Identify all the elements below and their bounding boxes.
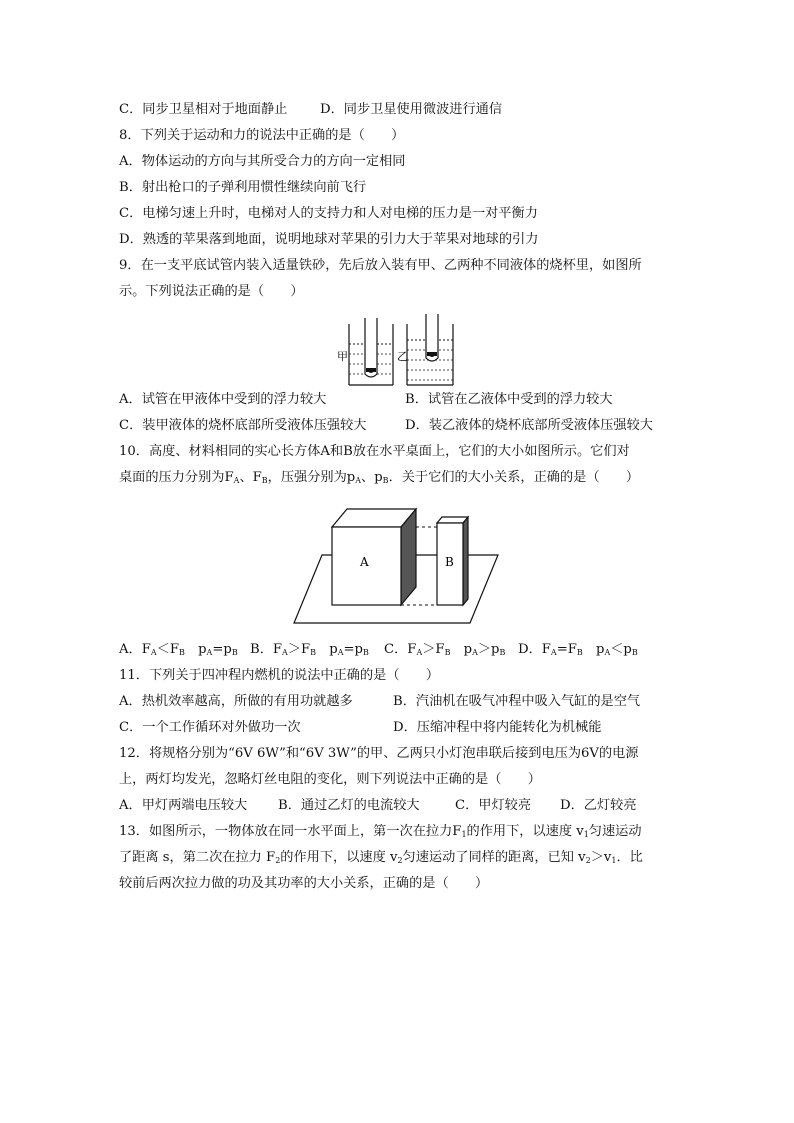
q10-stem-line1: 10．高度、材料相同的实心长方体A和B放在水平桌面上，它们的大小如图所示。它们对 xyxy=(119,444,630,459)
beaker-yi xyxy=(407,314,453,385)
q13-stem-line2: 了距离 s，第二次在拉力 $F_2$的作用下，以速度 $v_2$匀速运动了同样的距离，已知 $v_2>v_1$．比 xyxy=(119,850,643,865)
q7-option-c: C．同步卫星相对于地面静止 xyxy=(119,102,288,117)
block-a xyxy=(332,509,416,605)
q9-option-b: B．试管在乙液体中受到的浮力较大 xyxy=(405,392,613,407)
q11-option-a: A．热机效率越高，所做的有用功就越多 xyxy=(119,694,353,709)
q9-option-d: D．装乙液体的烧杯底部所受液体压强较大 xyxy=(405,418,653,433)
q10-option-d: D．$F_A=F_B$ $p_A<p_B$ xyxy=(518,642,638,657)
fig-label-a: A xyxy=(360,555,369,569)
q8-option-c: C．电梯匀速上升时，电梯对人的支持力和人对电梯的压力是一对平衡力 xyxy=(119,206,538,221)
q8-option-a: A．物体运动的方向与其所受合力的方向一定相同 xyxy=(119,154,406,169)
q10-figure-blocks xyxy=(292,505,504,629)
q13-stem-line1: 13．如图所示，一物体放在同一水平面上，第一次在拉力$F_1$的作用下，以速度 $v_1$匀速运动 xyxy=(119,824,642,839)
fig-label-b: B xyxy=(445,555,454,569)
q12-option-d: D．乙灯较亮 xyxy=(560,798,637,813)
q12-option-b: B．通过乙灯的电流较大 xyxy=(278,798,420,813)
q9-stem-line2: 示。下列说法正确的是（ ） xyxy=(119,284,304,299)
beaker-jia xyxy=(349,318,393,385)
q11-stem: 11．下列关于四冲程内燃机的说法中正确的是（ ） xyxy=(119,668,440,683)
q11-option-b: B．汽油机在吸气冲程中吸入气缸的是空气 xyxy=(393,694,641,709)
q13-stem-line3: 较前后两次拉力做的功及其功率的大小关系，正确的是（ ） xyxy=(119,876,489,891)
q12-option-c: C．甲灯较亮 xyxy=(455,798,532,813)
q10-stem-line2: 桌面的压力分别为$F_A$、$F_B$，压强分别为$p_A$、$p_B$．关于它们的大小关系，正确的是（ ） xyxy=(119,470,640,485)
q12-stem-line1: 12．将规格分别为“6V 6W”和“6V 3W”的甲、乙两只小灯泡串联后接到电压为6V的电源 xyxy=(119,746,639,761)
q7-option-d: D．同步卫星使用微波进行通信 xyxy=(320,102,503,117)
q9-option-c: C．装甲液体的烧杯底部所受液体压强较大 xyxy=(119,418,367,433)
q11-option-d: D．压缩冲程中将内能转化为机械能 xyxy=(393,720,602,735)
q8-stem: 8．下列关于运动和力的说法中正确的是（ ） xyxy=(119,128,405,143)
q10-option-b: B．$F_A>F_B$ $p_A=p_B$ xyxy=(250,642,369,657)
q10-option-c: C．$F_A>F_B$ $p_A>p_B$ xyxy=(384,642,506,657)
fig-label-yi: 乙 xyxy=(397,350,408,363)
q8-option-d: D．熟透的苹果落到地面，说明地球对苹果的引力大于苹果对地球的引力 xyxy=(119,232,539,247)
q9-option-a: A．试管在甲液体中受到的浮力较大 xyxy=(119,392,327,407)
q10-option-a: A．$F_A<F_B$ $p_A=p_B$ xyxy=(119,642,238,657)
fig-label-jia: 甲 xyxy=(337,350,348,363)
q12-stem-line2: 上，两灯均发光，忽略灯丝电阻的变化，则下列说法中正确的是（ ） xyxy=(119,772,541,787)
q12-option-a: A．甲灯两端电压较大 xyxy=(119,798,248,813)
q8-option-b: B．射出枪口的子弹利用惯性继续向前飞行 xyxy=(119,180,367,195)
q9-stem-line1: 9．在一支平底试管内装入适量铁砂，先后放入装有甲、乙两种不同液体的烧杯里，如图所 xyxy=(119,258,642,273)
q9-figure-beakers xyxy=(335,314,465,388)
q11-option-c: C．一个工作循环对外做功一次 xyxy=(119,720,301,735)
